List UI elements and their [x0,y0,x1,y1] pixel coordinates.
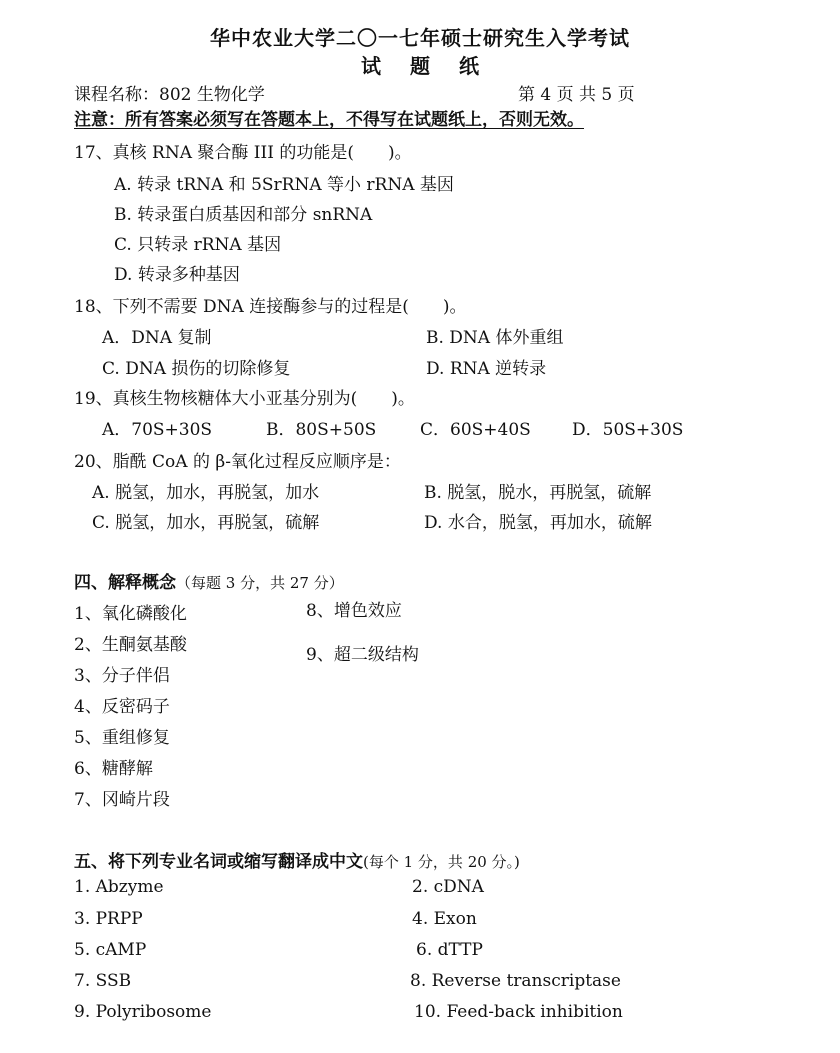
term-item-4: 4. Exon [412,909,477,929]
question-17-option-b: B. 转录蛋白质基因和部分 snRNA [114,205,373,225]
concept-item-3: 3、分子伴侣 [74,666,170,686]
question-20-option-b: B. 脱氢，脱水，再脱氢，硫解 [424,483,652,503]
term-item-10: 10. Feed-back inhibition [414,1002,623,1022]
question-17-option-c: C. 只转录 rRNA 基因 [114,235,282,255]
question-20-option-d: D. 水合，脱氢，再加水，硫解 [424,513,652,533]
section-5-heading [74,847,520,872]
concept-item-1: 1、氧化磷酸化 [74,604,187,624]
question-18-option-c: C. DNA 损伤的切除修复 [102,359,291,379]
section-4-title: 四、解释概念 [74,573,176,593]
concept-item-8: 8、增色效应 [306,601,402,621]
concept-item-5: 5、重组修复 [74,728,170,748]
term-item-7: 7. SSB [74,971,132,991]
question-19-option-d: D．50S+30S [572,420,684,440]
question-17-stem: 17、真核 RNA 聚合酶 III 的功能是( )。 [74,143,412,163]
question-19-option-c: C．60S+40S [420,420,531,440]
section-5-title: 五、将下列专业名词或缩写翻译成中文 [74,852,363,872]
concept-item-2: 2、生酮氨基酸 [74,635,187,655]
notice: 注意：所有答案必须写在答题本上，不得写在试题纸上，否则无效。 [74,110,584,130]
concept-item-6: 6、糖酵解 [74,759,153,779]
question-19-stem: 19、真核生物核糖体大小亚基分别为( )。 [74,389,415,409]
question-20-option-c: C. 脱氢，加水，再脱氢，硫解 [92,513,320,533]
question-18-stem: 18、下列不需要 DNA 连接酶参与的过程是( )。 [74,297,467,317]
term-item-9: 9. Polyribosome [74,1002,212,1022]
question-17-option-d: D. 转录多种基因 [114,265,240,285]
concept-item-9: 9、超二级结构 [306,645,419,665]
course-name: 课程名称：802 生物化学 [74,85,265,105]
question-18-option-d: D. RNA 逆转录 [426,359,547,379]
exam-title: 华中农业大学二〇一七年硕士研究生入学考试 [210,26,630,50]
concept-item-7: 7、冈崎片段 [74,790,170,810]
term-item-1: 1. Abzyme [74,877,164,897]
question-20-option-a: A. 脱氢，加水，再脱氢，加水 [92,483,320,503]
term-item-2: 2. cDNA [412,877,484,897]
question-19-option-b: B．80S+50S [266,420,377,440]
section-5-note: (每个 1 分，共 20 分。) [363,853,520,871]
concept-item-4: 4、反密码子 [74,697,170,717]
exam-subtitle: 试 题 纸 [361,54,479,78]
term-item-6: 6. dTTP [416,940,483,960]
question-17-option-a: A. 转录 tRNA 和 5SrRNA 等小 rRNA 基因 [114,175,454,195]
question-20-stem: 20、脂酰 CoA 的 β-氧化过程反应顺序是： [74,452,401,472]
question-18-option-b: B. DNA 体外重组 [426,328,564,348]
section-4-heading [74,568,344,593]
question-19-option-a: A．70S+30S [102,420,213,440]
question-18-option-a: A．DNA 复制 [102,328,212,348]
page-info: 第 4 页 共 5 页 [518,85,635,105]
term-item-3: 3. PRPP [74,909,143,929]
section-4-note: （每题 3 分，共 27 分） [176,574,344,592]
term-item-5: 5. cAMP [74,940,147,960]
term-item-8: 8. Reverse transcriptase [410,971,621,991]
